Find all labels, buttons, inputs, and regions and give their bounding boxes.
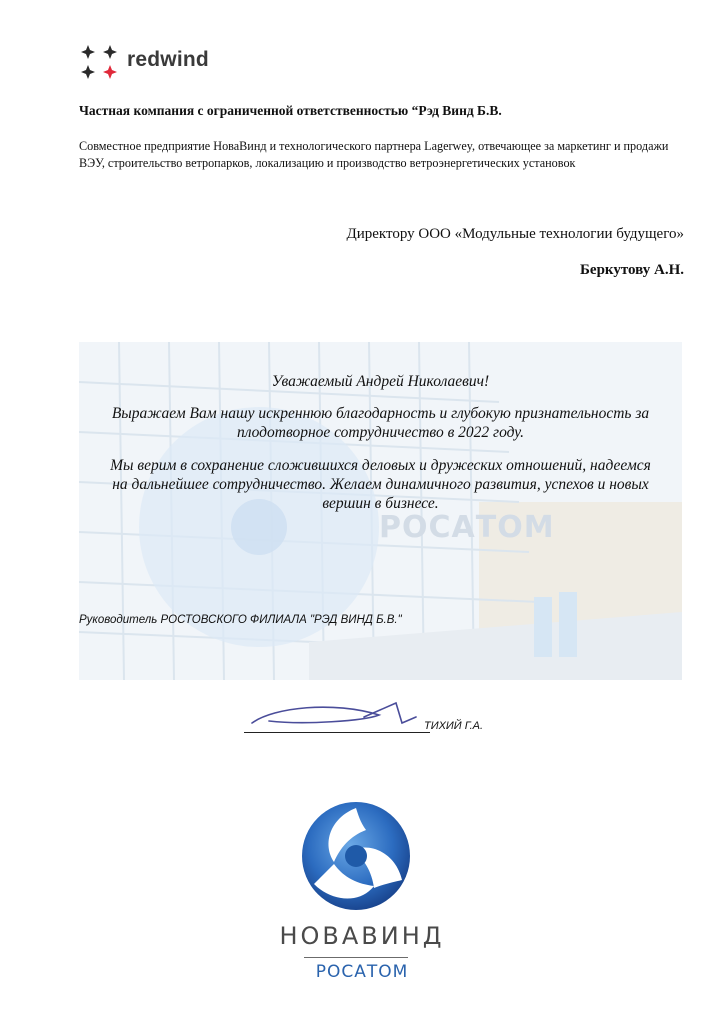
addressee-position: Директору ООО «Модульные технологии будущего» xyxy=(346,226,684,242)
redwind-logo-text: redwind xyxy=(127,48,209,71)
addressee-name: Беркутову А.Н. xyxy=(580,262,684,278)
redwind-star-logo-icon xyxy=(79,42,119,82)
letter-paragraph-2: Мы верим в сохранение сложившихся деловых и дружеских отношений, надеемся на дальнейшее сотрудничество. Желаем динамичного развития, успехов и новых вершин в бизнесе. xyxy=(110,457,651,512)
rosatom-emblem-icon xyxy=(300,800,412,912)
company-name: Частная компания с ограниченной ответственностью “Рэд Винд Б.В. xyxy=(79,103,502,118)
letter-greeting: Уважаемый Андрей Николаевич! xyxy=(271,373,490,390)
company-description: Совместное предприятие НоваВинд и технологического партнера Lagerwey, отвечающее за маркетинг и продажи ВЭУ, строительство ветропарков, локализацию и производство ветроэнергетических установок xyxy=(79,139,669,170)
rosatom-logo-text: РОСАТОМ xyxy=(315,962,409,982)
handwritten-signature xyxy=(244,695,434,735)
signer-name: ТИХИЙ Г.А. xyxy=(424,720,484,732)
letter-body xyxy=(79,372,682,527)
signer-title: Руководитель РОСТОВСКОГО ФИЛИАЛА "РЭД ВИНД Б.В." xyxy=(79,614,402,626)
novawind-logo-text: НОВАВИНД xyxy=(279,922,445,950)
logo-divider xyxy=(304,957,408,958)
letter-paragraph-1: Выражаем Вам нашу искреннюю благодарность и глубокую признательность за плодотворное сотрудничество в 2022 году. xyxy=(111,405,650,441)
watermark-building-sign: РОСАТОМ xyxy=(379,510,555,545)
signature-line xyxy=(244,732,430,733)
